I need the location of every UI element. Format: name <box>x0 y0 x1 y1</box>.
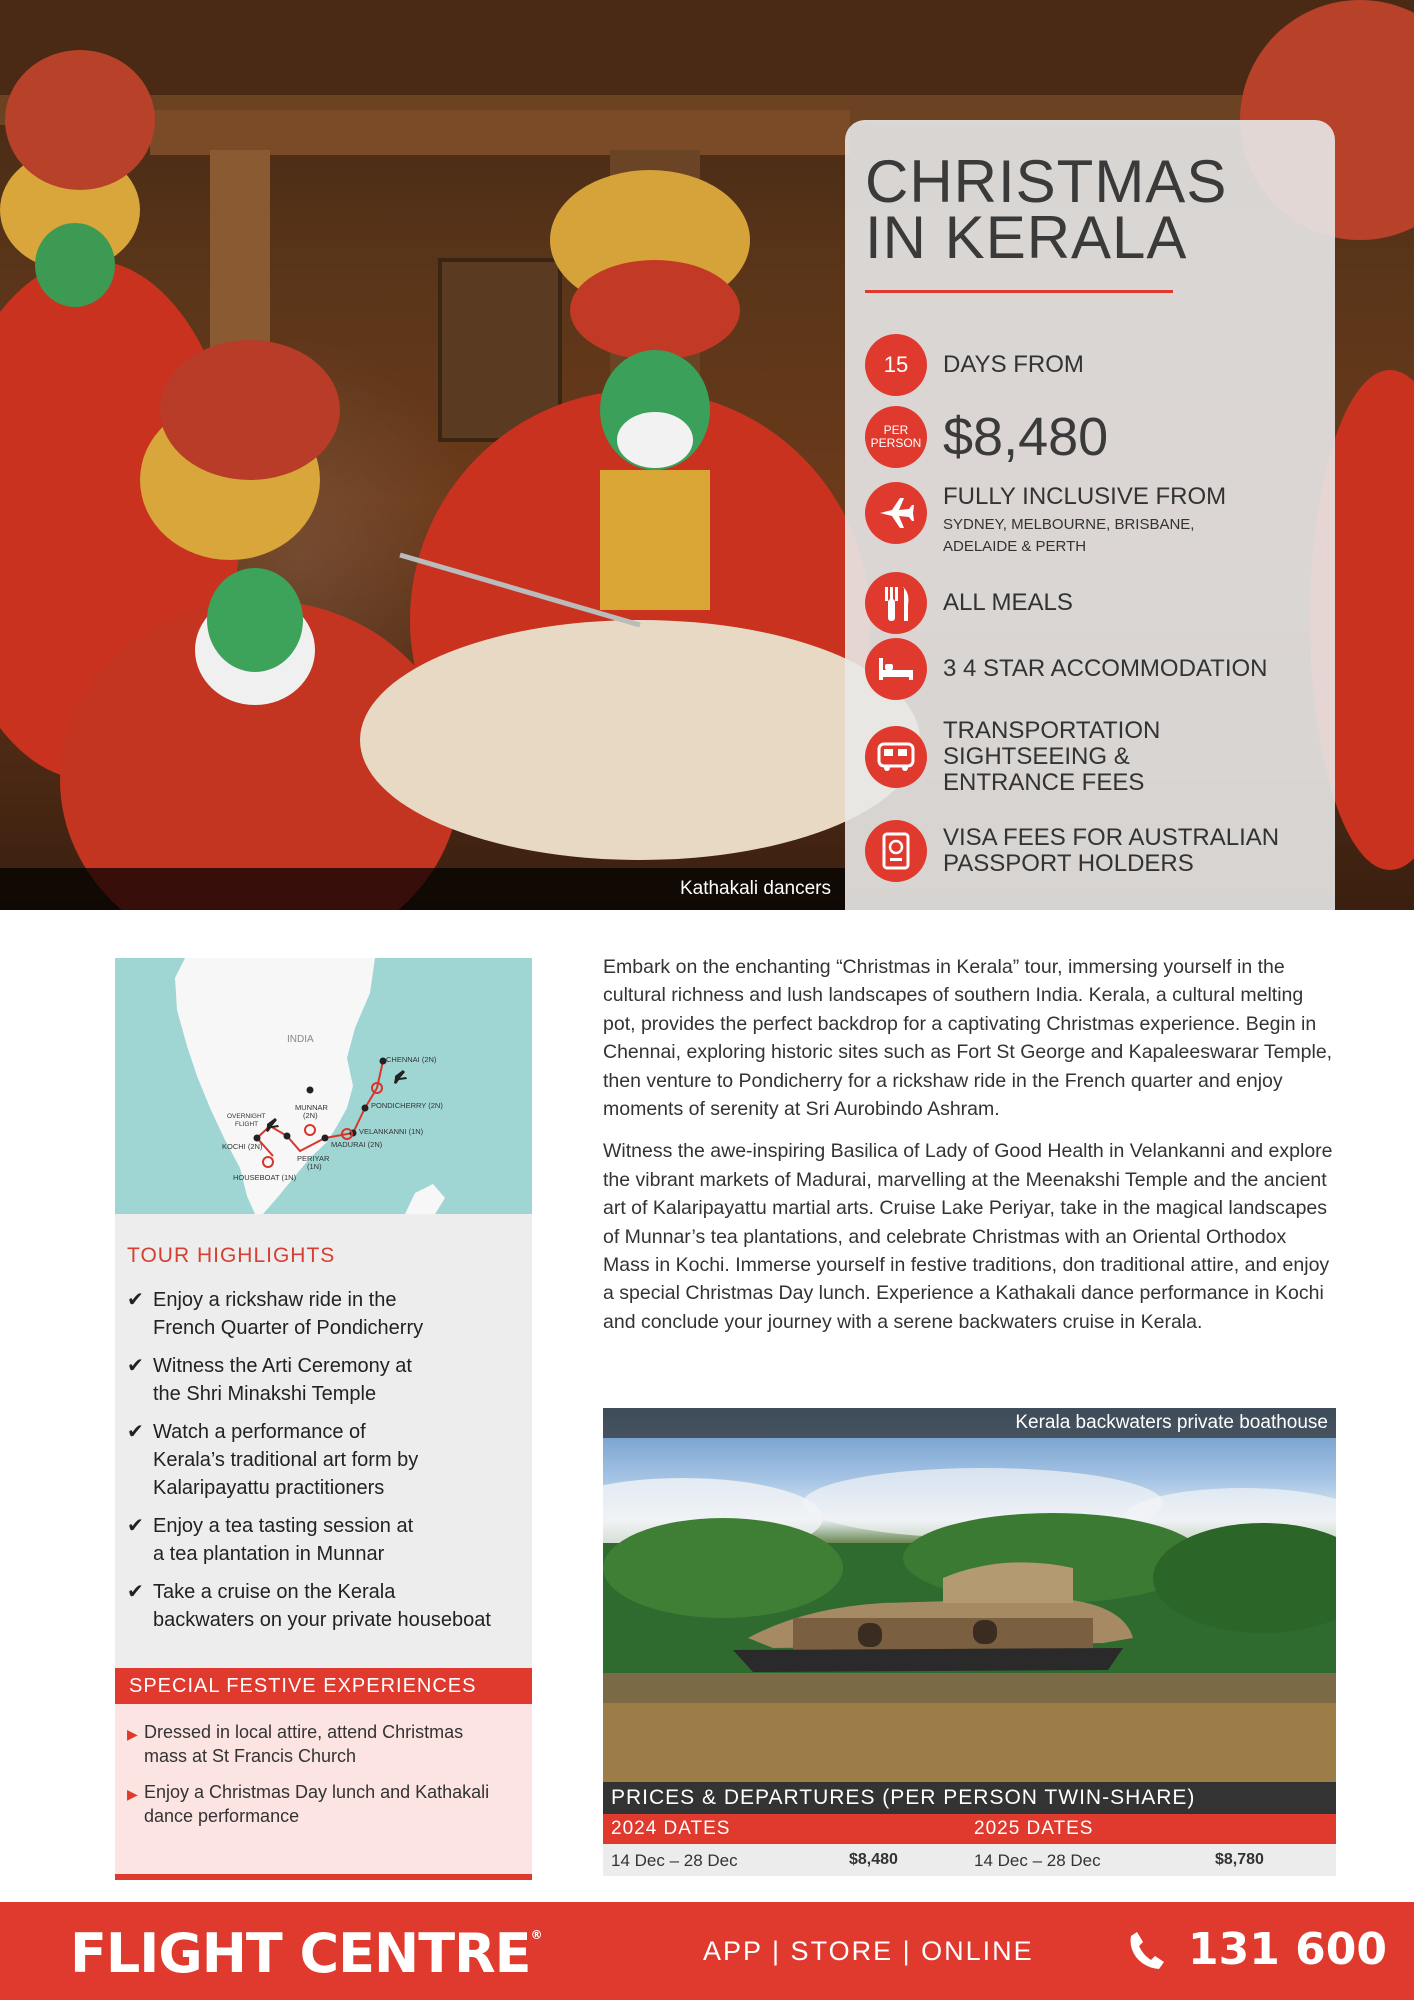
transport-line-1: TRANSPORTATION <box>943 717 1161 744</box>
route-map <box>115 958 532 1214</box>
per-label: PER <box>883 423 909 437</box>
checkmark-icon: ✔ <box>127 1289 144 1311</box>
map-label-madurai: MADURAI (2N) <box>331 1140 383 1149</box>
description-paragraph-2: Witness the awe-inspiring Basilica of Lady of Good Health in Velankanni and explore the vibrant markets of Madurai, marvelling at the Meenakshi Temple and the ancient art of Kalaripayattu martial arts. Cruise Lake Periyar, take in the magical landscapes of Munnar’s tea plantations, and celebrate Christmas with an Oriental Orthodox Mass in Kochi. Immerse yourself in festive traditions, don traditional attire, and enjoy a special Christmas Day lunch. Experience a Kathakali dance performance in Kochi and conclude your journey with a serene backwaters cruise in Kerala. <box>603 1140 1333 1333</box>
highlight-item <box>127 1512 520 1568</box>
bus-icon <box>865 726 927 788</box>
tour-title-line-1: CHRISTMAS <box>865 148 1228 215</box>
accommodation-label: 3 4 STAR ACCOMMODATION <box>943 655 1268 682</box>
highlight-line: a tea plantation in Munnar <box>153 1543 385 1565</box>
tour-highlights-panel <box>115 1214 532 1668</box>
festive-line: Dressed in local attire, attend Christmas <box>144 1722 464 1742</box>
boathouse-caption: Kerala backwaters private boathouse <box>603 1408 1336 1438</box>
map-label-munnar-2: (2N) <box>303 1111 318 1120</box>
departure-date-2024: 14 Dec – 28 Dec <box>611 1851 738 1870</box>
price-from: $8,480 <box>943 407 1109 467</box>
price-2025: $8,780 <box>1215 1851 1264 1868</box>
person-label: PERSON <box>870 436 922 450</box>
days-badge: 15 <box>865 334 927 396</box>
map-label-pondicherry: PONDICHERRY (2N) <box>371 1101 443 1110</box>
transport-line-3: ENTRANCE FEES <box>943 769 1145 796</box>
days-label: DAYS FROM <box>943 351 1084 378</box>
departure-date-2025: 14 Dec – 28 Dec <box>974 1851 1101 1870</box>
map-label-periyar-2: (1N) <box>307 1162 322 1171</box>
highlight-item <box>127 1418 520 1502</box>
days-row <box>865 334 1084 396</box>
highlight-line: Enjoy a rickshaw ride in the <box>153 1289 397 1311</box>
highlight-line: French Quarter of Pondicherry <box>153 1317 424 1339</box>
booking-channels: APP | STORE | ONLINE <box>703 1936 1034 1966</box>
bed-icon <box>865 638 927 700</box>
flight-centre-logo <box>70 1922 542 1985</box>
highlight-line: Enjoy a tea tasting session at <box>153 1515 414 1537</box>
phone-icon <box>1128 1930 1166 1970</box>
triangle-bullet-icon: ▶ <box>127 1786 138 1802</box>
description-paragraph-1: Embark on the enchanting “Christmas in Kerala” tour, immersing yourself in the cultural richness and lush landscapes of southern India. Kerala, a cultural melting pot, provides the perfect backdrop for a captivating Christmas experience. Begin in Chennai, exploring historic sites such as Fort St George and Kapaleeswarar Temple, then venture to Pondicherry for a rickshaw ride in the French quarter and enjoy moments of serenity at Sri Aurobindo Ashram. <box>603 956 1333 1121</box>
inclusive-title: FULLY INCLUSIVE FROM <box>943 483 1227 510</box>
visa-row <box>865 820 1279 882</box>
per-person-badge <box>865 406 927 468</box>
dates-2025-header: 2025 DATES <box>974 1818 1094 1839</box>
festive-experiences-title: SPECIAL FESTIVE EXPERIENCES <box>115 1668 532 1704</box>
highlight-line: Witness the Arti Ceremony at <box>153 1355 412 1377</box>
departure-cities <box>943 514 1226 558</box>
map-label-india: INDIA <box>287 1034 314 1045</box>
festive-item <box>127 1720 520 1768</box>
map-label-munnar-1: MUNNAR <box>295 1103 328 1112</box>
festive-item <box>127 1780 520 1828</box>
hero-image <box>0 0 1414 910</box>
registered-mark: ® <box>530 1928 542 1942</box>
map-label-kochi: KOCHI (2N) <box>222 1142 263 1151</box>
triangle-bullet-icon: ▶ <box>127 1726 138 1742</box>
houseboat-illustration <box>603 1408 1336 1782</box>
map-label-houseboat: HOUSEBOAT (1N) <box>233 1173 297 1182</box>
tour-title <box>865 148 1315 271</box>
map-point-periyar <box>284 1133 291 1140</box>
boathouse-photo <box>603 1408 1336 1782</box>
tour-description <box>603 953 1336 1350</box>
plane-icon <box>865 482 927 544</box>
transport-row <box>865 718 1160 796</box>
highlight-item <box>127 1286 520 1342</box>
plane-icon <box>394 1070 407 1084</box>
visa-line-1: VISA FEES FOR AUSTRALIAN <box>943 824 1280 851</box>
tour-title-line-2: IN KERALA <box>865 204 1188 271</box>
visa-text <box>943 825 1279 877</box>
inclusive-text <box>943 484 1226 558</box>
departure-cities-line-2: ADELAIDE & PERTH <box>943 538 1087 555</box>
title-divider <box>865 290 1173 293</box>
map-label-overnight-2: FLIGHT <box>235 1121 259 1128</box>
map-label-chennai: CHENNAI (2N) <box>386 1055 437 1064</box>
departure-cities-line-1: SYDNEY, MELBOURNE, BRISBANE, <box>943 516 1195 533</box>
highlight-line: Take a cruise on the Kerala <box>153 1581 396 1603</box>
festive-line: mass at St Francis Church <box>144 1746 357 1766</box>
highlight-line: Watch a performance of <box>153 1421 366 1443</box>
hero-caption: Kathakali dancers <box>0 868 845 910</box>
tour-highlights-title: TOUR HIGHLIGHTS <box>127 1244 336 1267</box>
cutlery-icon <box>865 572 927 634</box>
map-point-kochi <box>254 1135 261 1142</box>
highlight-line: Kalaripayattu practitioners <box>153 1477 385 1499</box>
accommodation-row <box>865 638 1267 700</box>
meals-row <box>865 572 1073 634</box>
highlight-line: Kerala’s traditional art form by <box>153 1449 419 1471</box>
checkmark-icon: ✔ <box>127 1515 144 1537</box>
dates-2024-header: 2024 DATES <box>611 1818 731 1839</box>
map-point-munnar <box>307 1087 314 1094</box>
checkmark-icon: ✔ <box>127 1421 144 1443</box>
map-label-overnight-1: OVERNIGHT <box>227 1113 266 1120</box>
price-row <box>603 1844 1336 1876</box>
phone-number-text: 131 600 <box>1188 1924 1388 1975</box>
highlight-item <box>127 1578 520 1634</box>
festive-line: dance performance <box>144 1806 300 1826</box>
inclusive-row <box>865 482 1226 558</box>
tour-info-card <box>845 120 1335 910</box>
highlight-line: the Shri Minakshi Temple <box>153 1383 377 1405</box>
visa-line-2: PASSPORT HOLDERS <box>943 850 1194 877</box>
map-point-pondicherry <box>362 1105 369 1112</box>
festive-line: Enjoy a Christmas Day lunch and Kathakali <box>144 1782 490 1802</box>
passport-icon <box>865 820 927 882</box>
meals-label: ALL MEALS <box>943 589 1073 616</box>
checkmark-icon: ✔ <box>127 1355 144 1377</box>
transport-line-2: SIGHTSEEING & <box>943 743 1130 770</box>
festive-experiences-panel <box>115 1704 532 1880</box>
price-2024: $8,480 <box>849 1851 898 1868</box>
route-map-graphic <box>115 958 532 1214</box>
checkmark-icon: ✔ <box>127 1581 144 1603</box>
prices-title: PRICES & DEPARTURES (PER PERSON TWIN-SHARE) <box>603 1782 1336 1814</box>
map-label-periyar-1: PERIYAR <box>297 1154 330 1163</box>
footer-bar <box>0 1902 1414 2000</box>
phone-number[interactable] <box>1128 1924 1387 1975</box>
map-point-madurai <box>322 1135 329 1142</box>
price-row <box>865 406 1108 468</box>
highlight-item <box>127 1352 520 1408</box>
highlight-line: backwaters on your private houseboat <box>153 1609 491 1631</box>
transport-text <box>943 718 1160 796</box>
map-label-velankanni: VELANKANNI (1N) <box>359 1127 424 1136</box>
prices-header-row <box>603 1814 1336 1844</box>
brand-name: FLIGHT CENTRE <box>70 1922 531 1985</box>
